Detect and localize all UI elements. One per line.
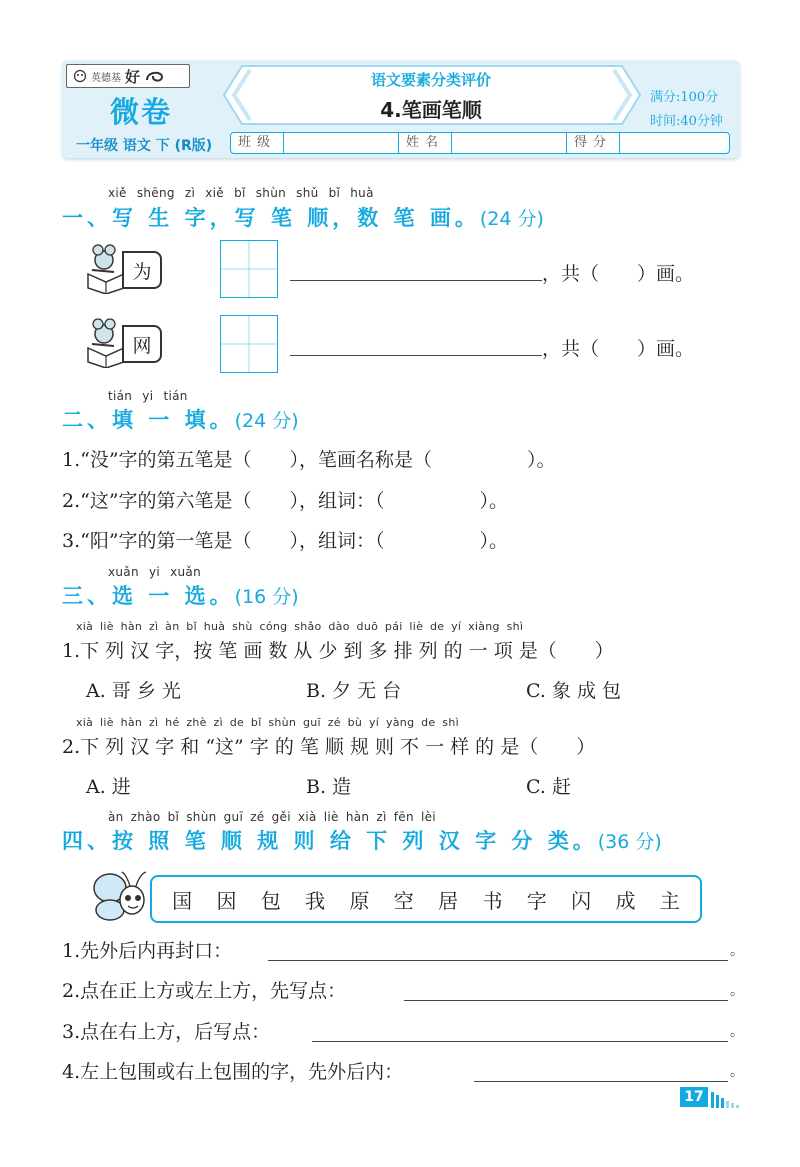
stroke-order-answer-line[interactable]: [290, 280, 542, 281]
page-number: 17: [680, 1087, 708, 1107]
end-mark: 。: [730, 983, 744, 999]
stroke-count-prompt: ，共（ ）画。: [542, 263, 695, 285]
section3-heading: [62, 580, 299, 610]
series-title: 微卷: [110, 95, 173, 129]
question2-option-b[interactable]: B. 造: [306, 776, 352, 798]
time-limit: 时间:40分钟: [650, 114, 723, 129]
fill-item: 1.“没”字的第五笔是（ ），笔画名称是（ ）。: [62, 449, 556, 471]
category-item: 2.点在正上方或左上方，先写点：: [62, 980, 347, 1002]
question1-text: 1.下 列 汉 字，按 笔 画 数 从 少 到 多 排 列 的 一 项 是（ ）: [62, 640, 614, 662]
section3-points: (16 分): [234, 586, 299, 608]
stroke-order-answer-line[interactable]: [290, 355, 542, 356]
butterfly-icon: [88, 866, 158, 928]
question2-option-c[interactable]: C. 赶: [526, 776, 571, 798]
fill-item: 2.“这”字的第六笔是（ ），组词：（ ）。: [62, 490, 509, 512]
stroke-count-prompt: ，共（ ）画。: [542, 338, 695, 360]
brand-swirl-icon: [144, 68, 166, 84]
section4-heading: [62, 825, 662, 855]
section2-points: (24 分): [234, 410, 299, 432]
strip-char: 闪: [571, 888, 592, 913]
page-title: 4.笔画笔顺: [380, 98, 482, 122]
section2-pinyin: tián yi tián: [108, 389, 188, 403]
strip-char: 成: [615, 888, 636, 913]
brand-text: 英德基: [91, 72, 121, 84]
section1-title: 一、写 生 字，写 笔 顺，数 笔 画。: [62, 206, 480, 230]
class-field[interactable]: [284, 133, 399, 153]
question2-option-a[interactable]: A. 进: [86, 776, 131, 798]
brand-hao: 好: [125, 67, 141, 86]
section4-title: 四、按 照 笔 顺 规 则 给 下 列 汉 字 分 类。: [62, 829, 598, 853]
strip-char: 居: [438, 888, 459, 913]
strip-char: 主: [659, 888, 680, 913]
end-mark: 。: [730, 943, 744, 959]
character-tag: 网: [122, 325, 162, 363]
name-label: 姓名: [399, 133, 452, 153]
end-mark: 。: [730, 1024, 744, 1040]
strip-char: 国: [172, 888, 193, 913]
section1-points: (24 分): [479, 208, 544, 230]
question2-pinyin: xià liè hàn zì hé zhè zì de bǐ shùn guī zé bù yí yàng de shì: [76, 716, 459, 729]
subtitle: 语文要素分类评价: [370, 71, 491, 89]
strip-char: 我: [305, 888, 326, 913]
category-answer-line[interactable]: [312, 1041, 728, 1042]
question1-option-b[interactable]: B. 夕 无 台: [306, 680, 402, 702]
score-field[interactable]: [620, 133, 729, 153]
category-item: 4.左上包围或右上包围的字，先外后内：: [62, 1061, 404, 1083]
category-item: 3.点在右上方，后写点：: [62, 1021, 271, 1043]
grade-label: 一年级 语文 下 (R版): [76, 138, 213, 154]
strip-char: 因: [216, 888, 237, 913]
writing-grid-box[interactable]: [220, 240, 278, 298]
strip-char: 书: [482, 888, 503, 913]
question1-option-a[interactable]: A. 哥 乡 光: [86, 680, 181, 702]
character-strip: [150, 875, 702, 923]
category-answer-line[interactable]: [268, 960, 728, 961]
brand-logo-box: [66, 64, 190, 88]
strip-char: 包: [260, 888, 281, 913]
category-answer-line[interactable]: [474, 1081, 728, 1082]
section4-points: (36 分): [597, 831, 662, 853]
strip-char: 空: [393, 888, 414, 913]
section2-title: 二、填 一 填。: [62, 408, 235, 432]
student-info-bar: [230, 132, 730, 154]
section3-title: 三、选 一 选。: [62, 584, 235, 608]
page-bars-icon: [710, 1090, 740, 1108]
strip-char: 原: [349, 888, 370, 913]
class-label: 班级: [231, 133, 284, 153]
section2-heading: [62, 404, 299, 434]
question2-text: 2.下 列 汉 字 和 “这” 字 的 笔 顺 规 则 不 一 样 的 是（ ）: [62, 736, 596, 758]
full-score: 满分:100分: [650, 90, 719, 105]
score-label: 得分: [567, 133, 620, 153]
strip-char: 字: [526, 888, 547, 913]
fill-item: 3.“阳”字的第一笔是（ ），组词：（ ）。: [62, 530, 509, 552]
section3-pinyin: xuǎn yi xuǎn: [108, 565, 201, 579]
question1-option-c[interactable]: C. 象 成 包: [526, 680, 622, 702]
writing-grid-box[interactable]: [220, 315, 278, 373]
end-mark: 。: [730, 1064, 744, 1080]
character-tag: 为: [122, 251, 162, 289]
section1-pinyin: xiě shēng zì xiě bǐ shùn shǔ bǐ huà: [108, 186, 374, 200]
category-item: 1.先外后内再封口：: [62, 940, 233, 962]
section1-heading: [62, 202, 544, 232]
category-answer-line[interactable]: [404, 1000, 728, 1001]
brand-mascot-icon: [73, 69, 87, 83]
section4-pinyin: àn zhào bǐ shùn guī zé gěi xià liè hàn zì fēn lèi: [108, 810, 436, 824]
name-field[interactable]: [452, 133, 567, 153]
question1-pinyin: xià liè hàn zì àn bǐ huà shù cóng shǎo dào duō pái liè de yí xiàng shì: [76, 620, 524, 633]
